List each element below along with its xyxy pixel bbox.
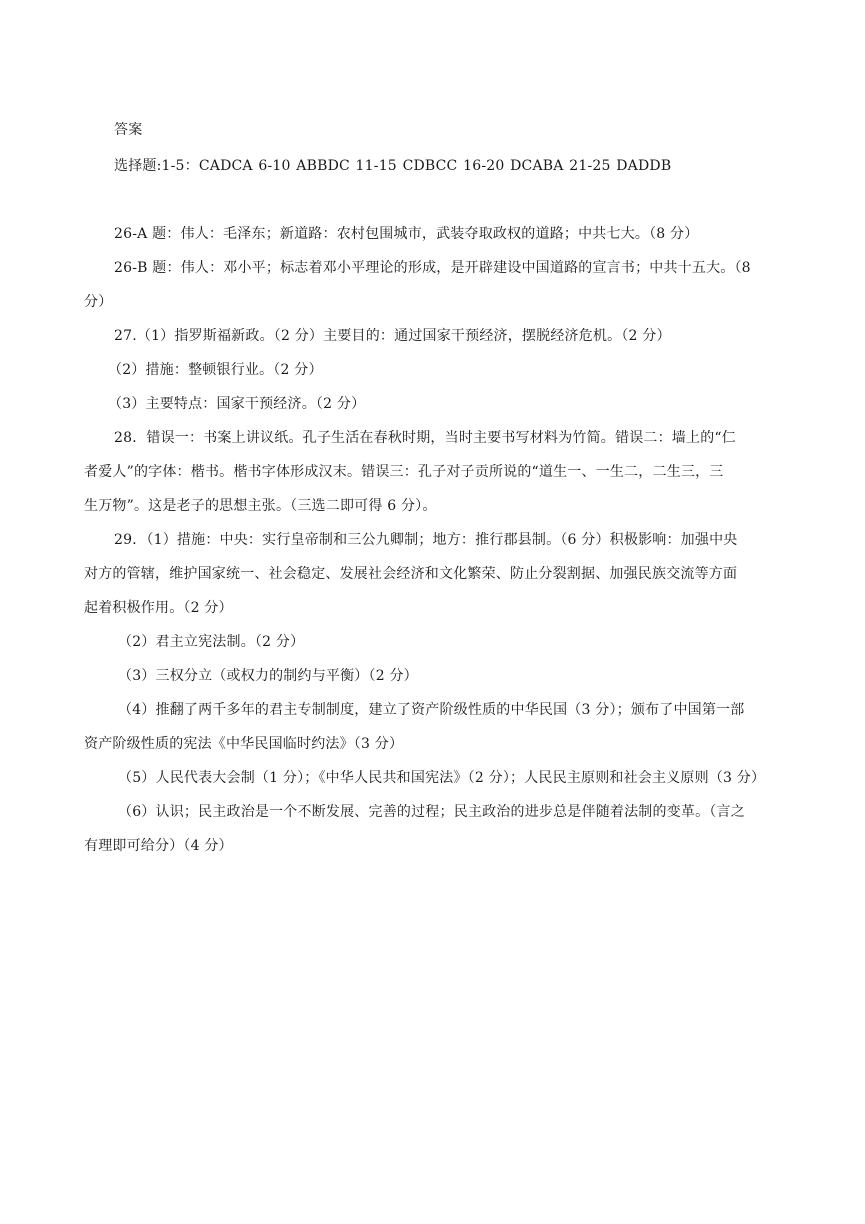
answer-heading: 答案 <box>114 122 143 138</box>
multiple-choice-answers: 选择题:1-5：CADCA 6-10 ABBDC 11-15 CDBCC 16-20 DCABA 21-25 DADDB <box>114 158 672 174</box>
q29-part1-answer-line2: 对方的管辖，维护国家统一、社会稳定、发展社会经济和文化繁荣、防止分裂割据、加强民族交流等方面 <box>84 566 738 582</box>
q29-part1-answer-line3: 起着积极作用。（2 分） <box>84 600 233 616</box>
q28-answer-line1: 28．错误一：书案上讲议纸。孔子生活在春秋时期，当时主要书写材料为竹简。错误二：墙上的“仁 <box>114 430 736 446</box>
q26b-answer-line1: 26-B 题：伟人：邓小平；标志着邓小平理论的形成，是开辟建设中国道路的宣言书；中共十五大。（8 <box>114 260 751 276</box>
q28-answer-line3: 生万物”。这是老子的思想主张。（三选二即可得 6 分）。 <box>84 498 437 514</box>
q29-part1-answer-line1: 29．（1）措施：中央：实行皇帝制和三公九卿制；地方：推行郡县制。（6 分）积极影响：加强中央 <box>114 532 738 548</box>
q26b-answer-line2: 分） <box>84 294 113 310</box>
q29-part6-answer-line1: （6）认识；民主政治是一个不断发展、完善的过程；民主政治的进步总是伴随着法制的变革。（言之 <box>118 804 745 820</box>
q29-part4-answer-line1: （4）推翻了两千多年的君主专制制度，建立了资产阶级性质的中华民国（3 分）；颁布了中国第一部 <box>118 702 745 718</box>
q29-part3-answer: （3）三权分立（或权力的制约与平衡）（2 分） <box>118 668 418 684</box>
q27-part3-answer: （3）主要特点：国家干预经济。（2 分） <box>108 396 366 412</box>
q29-part2-answer: （2）君主立宪法制。（2 分） <box>118 634 305 650</box>
q27-part1-answer: 27.（1）指罗斯福新政。（2 分）主要目的：通过国家干预经济，摆脱经济危机。（2 分） <box>114 328 671 344</box>
q27-part2-answer: （2）措施：整顿银行业。（2 分） <box>108 362 323 378</box>
q29-part4-answer-line2: 资产阶级性质的宪法《中华民国临时约法》（3 分） <box>84 736 404 752</box>
q28-answer-line2: 者爱人”的字体：楷书。楷书字体形成汉末。错误三：孔子对子贡所说的“道生一、一生二，二生三，三 <box>84 464 724 480</box>
q26a-answer: 26-A 题：伟人：毛泽东；新道路：农村包围城市，武装夺取政权的道路；中共七大。（8 分） <box>114 226 699 242</box>
q29-part5-answer: （5）人民代表大会制（1 分）；《中华人民共和国宪法》（2 分）；人民民主原则和社会主义原则（3 分） <box>118 770 766 786</box>
q29-part6-answer-line2: 有理即可给分）（4 分） <box>84 838 233 854</box>
